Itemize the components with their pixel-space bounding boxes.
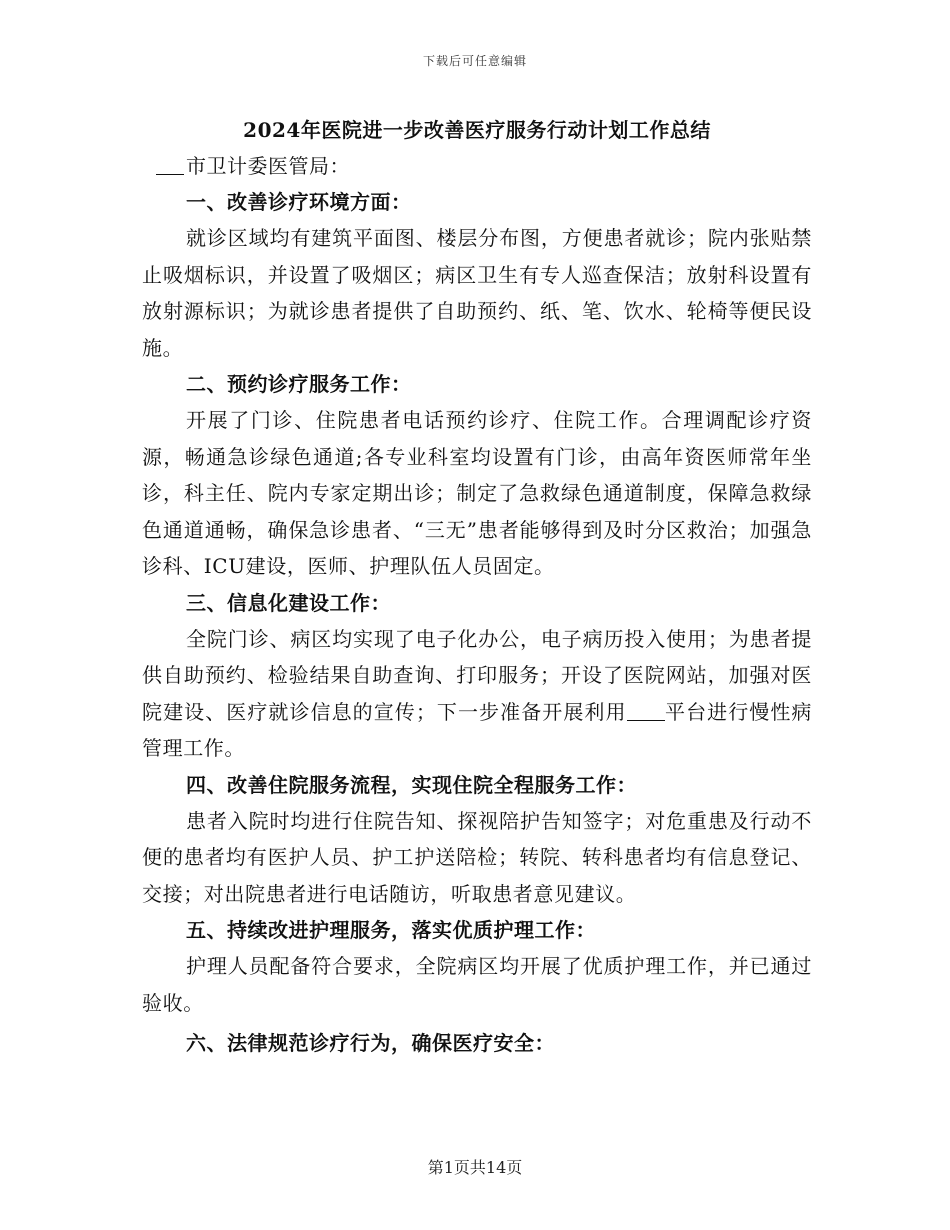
addressee-line bbox=[142, 148, 812, 184]
page-footer: 第1页共14页 bbox=[427, 1158, 523, 1177]
section-3-heading: 三、信息化建设工作： bbox=[186, 590, 391, 615]
header-note: 下载后可任意编辑 bbox=[422, 54, 527, 68]
section-4-heading: 四、改善住院服务流程，实现住院全程服务工作： bbox=[186, 772, 637, 797]
document-title: 2024年医院进一步改善医疗服务行动计划工作总结 bbox=[243, 118, 711, 142]
section-5-body: 护理人员配备符合要求，全院病区均开展了优质护理工作，并已通过验收。 bbox=[142, 954, 812, 1015]
section-6-heading: 六、法律规范诊疗行为，确保医疗安全： bbox=[186, 1031, 555, 1055]
addressee-blank bbox=[156, 152, 184, 175]
platform-blank bbox=[627, 698, 665, 721]
document-content bbox=[142, 112, 812, 1061]
section-2-body: 开展了门诊、住院患者电话预约诊疗、住院工作。合理调配诊疗资源，畅通急诊绿色通道;各专业科室均设置有门诊，由高年资医师常年坐诊，科主任、院内专家定期出诊；制定了急救绿色通道制度，保障急救绿色通道通畅，确保急诊患者、“三无”患者能够得到及时分区救治；加强急诊科、ICU建设，医师、护理队伍人员固定。 bbox=[142, 408, 812, 578]
section-5-heading: 五、持续改进护理服务，落实优质护理工作： bbox=[186, 918, 596, 942]
addressee-text: 市卫计委医管局： bbox=[186, 154, 350, 178]
section-3-body-after: 平台进行慢性病管理工作。 bbox=[142, 699, 812, 760]
section-1-body: 就诊区域均有建筑平面图、楼层分布图，方便患者就诊；院内张贴禁止吸烟标识，并设置了吸烟区；病区卫生有专人巡查保洁；放射科设置有放射源标识；为就诊患者提供了自助预约、纸、笔、饮水、轮椅等便民设施。 bbox=[142, 226, 812, 360]
section-1-heading: 一、改善诊疗环境方面： bbox=[186, 190, 412, 214]
section-3-body-before: 全院门诊、病区均实现了电子化办公，电子病历投入使用；为患者提供自助预约、检验结果自助查询、打印服务；开设了医院网站，加强对医院建设、医疗就诊信息的宣传；下一步准备开展利用 bbox=[142, 626, 812, 724]
section-3-body bbox=[142, 621, 812, 767]
section-2-heading: 二、预约诊疗服务工作： bbox=[186, 372, 412, 396]
section-4-body: 患者入院时均进行住院告知、探视陪护告知签字；对危重患及行动不便的患者均有医护人员、护工护送陪检；转院、转科患者均有信息登记、交接；对出院患者进行电话随访，听取患者意见建议。 bbox=[142, 808, 812, 906]
